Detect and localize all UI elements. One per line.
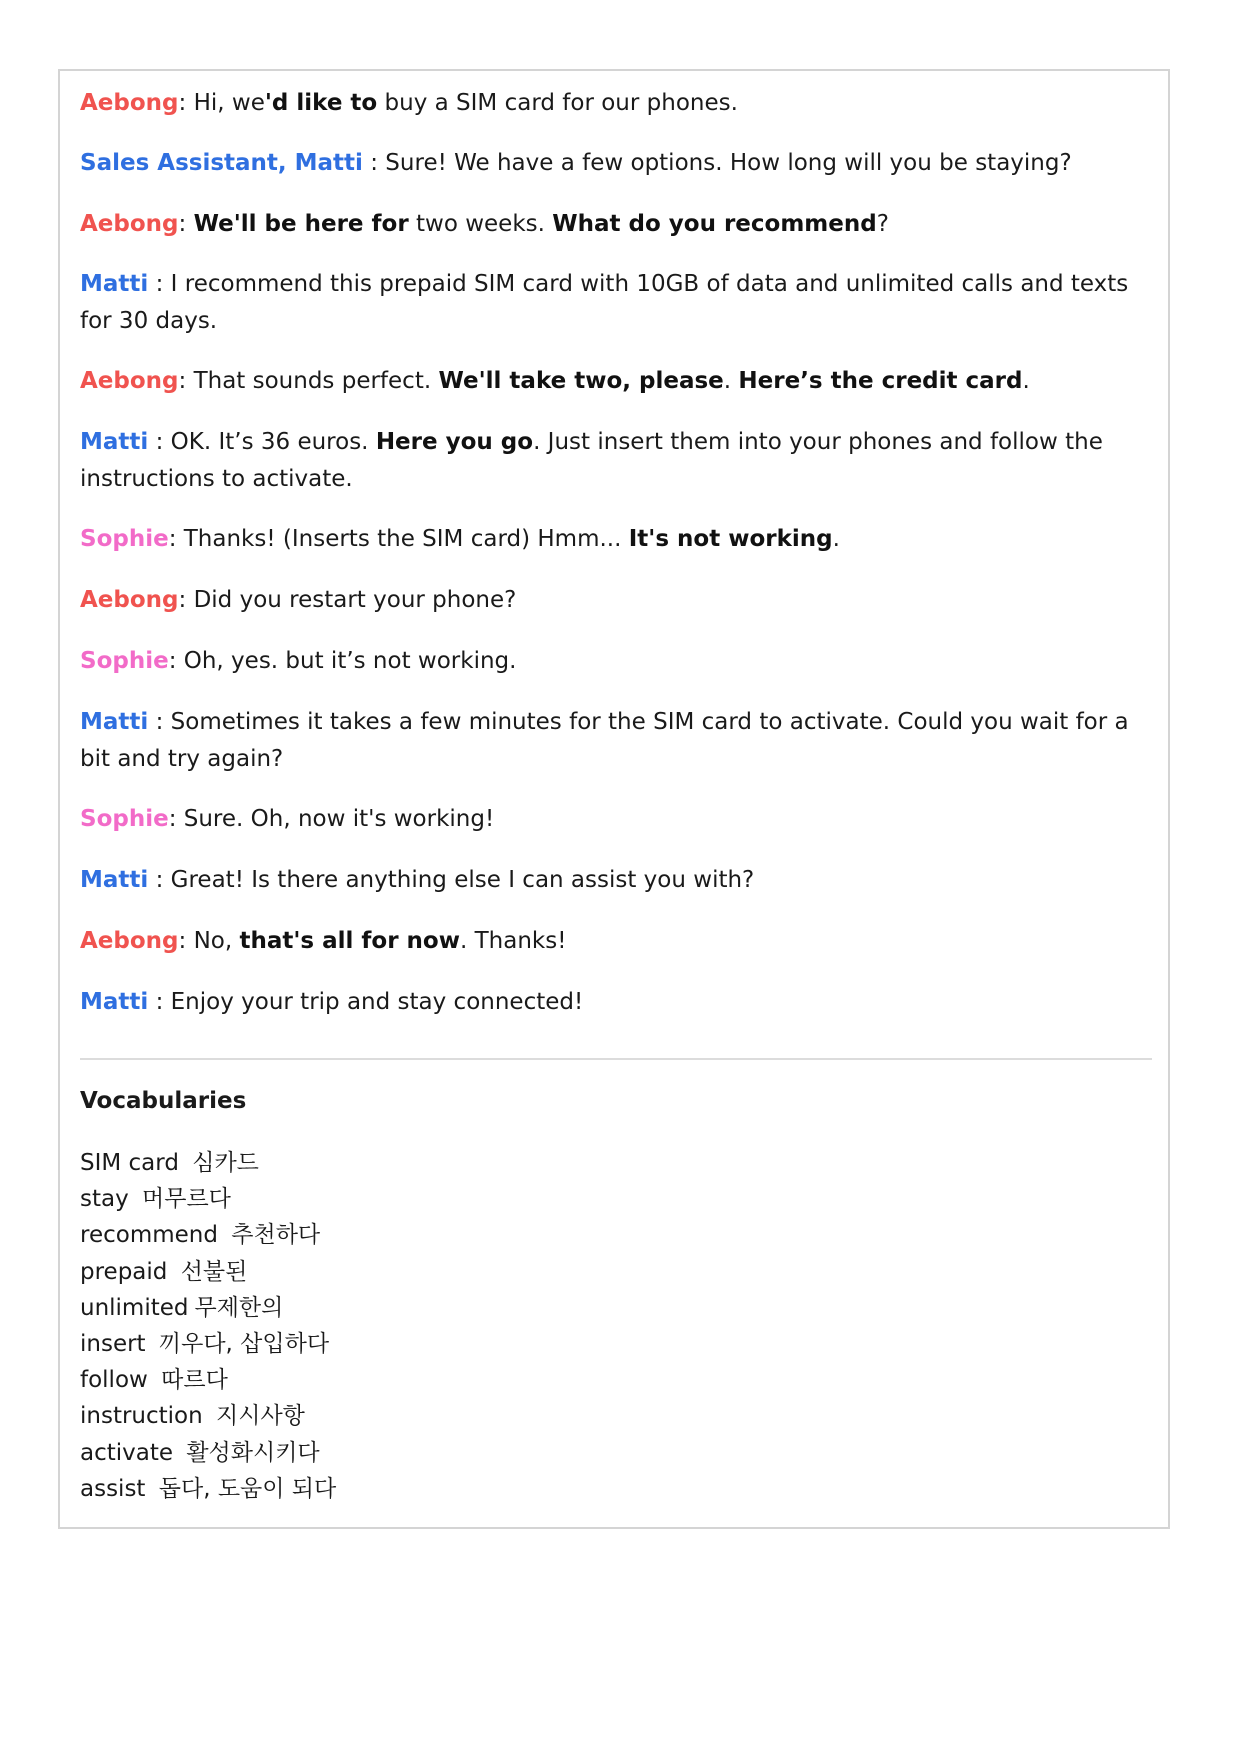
key-phrase: Here’s the credit card bbox=[738, 368, 1023, 394]
dialogue-line bbox=[80, 643, 1152, 680]
speaker-name: Sales Assistant, Matti bbox=[80, 150, 363, 176]
speaker-separator: : bbox=[148, 271, 164, 297]
vocabulary-item bbox=[80, 1435, 336, 1471]
vocabulary-word: recommend bbox=[80, 1222, 226, 1249]
vocabulary-word: activate bbox=[80, 1439, 181, 1466]
line-text: OK. It’s 36 euros. bbox=[163, 429, 376, 455]
speaker-name: Matti bbox=[80, 709, 149, 735]
vocabulary-meaning: 추천하다 bbox=[231, 1222, 321, 1249]
vocabulary-item bbox=[80, 1254, 336, 1290]
line-text: Did you restart your phone? bbox=[186, 587, 517, 613]
speaker-name: Sophie bbox=[80, 648, 169, 674]
speaker-separator: : bbox=[362, 150, 378, 176]
speaker-name: Aebong bbox=[80, 90, 179, 116]
vocabulary-meaning: 심카드 bbox=[192, 1150, 259, 1176]
vocabulary-word: SIM card bbox=[80, 1150, 187, 1176]
speaker-separator: : bbox=[148, 867, 164, 893]
key-phrase: We'll take two, please bbox=[438, 368, 724, 394]
vocabulary-word: stay bbox=[80, 1186, 137, 1213]
vocabulary-word: insert bbox=[80, 1331, 153, 1358]
speaker-name: Aebong bbox=[80, 211, 179, 237]
speaker-separator: : bbox=[148, 709, 164, 735]
vocabulary-word: prepaid bbox=[80, 1258, 175, 1285]
line-text: . bbox=[832, 526, 840, 552]
vocabulary-item bbox=[80, 1471, 336, 1507]
speaker-separator: : bbox=[178, 368, 187, 394]
vocabulary-item bbox=[80, 1362, 336, 1398]
line-text: Great! Is there anything else I can assist you with? bbox=[163, 867, 755, 893]
vocabulary-item bbox=[80, 1290, 336, 1326]
line-text: No, bbox=[186, 928, 240, 954]
vocabulary-item bbox=[80, 1181, 336, 1217]
vocabulary-item bbox=[80, 1398, 336, 1434]
vocabulary-item bbox=[80, 1326, 336, 1362]
speaker-separator: : bbox=[178, 90, 187, 116]
vocabulary-meaning: 돕다, 도움이 되다 bbox=[158, 1475, 337, 1502]
line-text: ? bbox=[876, 211, 889, 237]
line-text: I recommend this prepaid SIM card with 10GB of data and unlimited calls and texts for 30 days. bbox=[80, 271, 1129, 334]
speaker-name: Matti bbox=[80, 429, 149, 455]
vocabulary-word: follow bbox=[80, 1367, 156, 1394]
vocabulary-meaning: 선불된 bbox=[180, 1258, 248, 1285]
speaker-separator: : bbox=[148, 429, 164, 455]
dialogue-line bbox=[80, 363, 1152, 400]
vocabulary-item bbox=[80, 1145, 336, 1181]
vocabulary-word: assist bbox=[80, 1475, 153, 1502]
line-text: buy a SIM card for our phones. bbox=[377, 90, 738, 116]
vocabulary-meaning: 지시사항 bbox=[216, 1403, 305, 1430]
speaker-separator: : bbox=[178, 211, 187, 237]
speaker-name: Matti bbox=[80, 867, 149, 893]
key-phrase: Here you go bbox=[375, 429, 534, 455]
key-phrase: What do you recommend bbox=[552, 211, 877, 237]
speaker-separator: : bbox=[168, 806, 177, 832]
key-phrase: We'll be here for bbox=[193, 211, 409, 237]
line-text: . bbox=[723, 368, 739, 394]
dialogue-line bbox=[80, 521, 1152, 558]
dialogue-line bbox=[80, 984, 1152, 1021]
speaker-separator: : bbox=[178, 587, 187, 613]
dialogue-line bbox=[80, 923, 1152, 960]
speaker-separator: : bbox=[178, 928, 187, 954]
section-divider bbox=[80, 1058, 1152, 1060]
line-text bbox=[186, 211, 193, 237]
dialogue-line bbox=[80, 266, 1152, 340]
dialogue-line bbox=[80, 145, 1152, 182]
vocabulary-meaning: 머무르다 bbox=[142, 1186, 231, 1213]
dialogue-line bbox=[80, 582, 1152, 619]
dialogue-line bbox=[80, 424, 1152, 498]
line-text: That sounds perfect. bbox=[186, 368, 439, 394]
dialogue-line bbox=[80, 85, 1152, 122]
dialogue-line bbox=[80, 704, 1152, 778]
line-text: . Just insert them into your phones and follow the instructions to activate. bbox=[80, 429, 1103, 492]
speaker-name: Aebong bbox=[80, 587, 179, 613]
key-phrase: 'd like to bbox=[264, 90, 378, 116]
vocabulary-list bbox=[80, 1145, 336, 1507]
speaker-name: Sophie bbox=[80, 806, 169, 832]
speaker-name: Aebong bbox=[80, 928, 179, 954]
line-text: Enjoy your trip and stay connected! bbox=[163, 989, 584, 1015]
key-phrase: It's not working bbox=[628, 526, 833, 552]
line-text: Sometimes it takes a few minutes for the SIM card to activate. Could you wait for a bit and try again? bbox=[80, 709, 1129, 772]
line-text: Thanks! (Inserts the SIM card) Hmm... bbox=[176, 526, 629, 552]
speaker-name: Sophie bbox=[80, 526, 169, 552]
line-text: Oh, yes. but it’s not working. bbox=[176, 648, 517, 674]
speaker-separator: : bbox=[168, 526, 177, 552]
vocabulary-title: Vocabularies bbox=[80, 1088, 247, 1114]
vocabulary-word: unlimited bbox=[80, 1294, 189, 1321]
speaker-name: Matti bbox=[80, 271, 149, 297]
speaker-name: Matti bbox=[80, 989, 149, 1015]
speaker-separator: : bbox=[148, 989, 164, 1015]
vocabulary-meaning: 따르다 bbox=[161, 1367, 228, 1394]
line-text: Hi, we bbox=[186, 90, 265, 116]
vocabulary-item bbox=[80, 1217, 336, 1253]
key-phrase: that's all for now bbox=[239, 928, 460, 954]
vocabulary-meaning: 끼우다, 삽입하다 bbox=[158, 1331, 330, 1358]
dialogue-card bbox=[58, 69, 1170, 1529]
vocabulary-meaning: 무제한의 bbox=[194, 1294, 284, 1321]
dialogue-line bbox=[80, 801, 1152, 838]
vocabulary-word: instruction bbox=[80, 1403, 211, 1430]
line-text: Sure! We have a few options. How long will you be staying? bbox=[378, 150, 1072, 176]
line-text: Sure. Oh, now it's working! bbox=[176, 806, 495, 832]
speaker-name: Aebong bbox=[80, 368, 179, 394]
line-text: . bbox=[1022, 368, 1030, 394]
speaker-separator: : bbox=[168, 648, 177, 674]
dialogue-line bbox=[80, 206, 1152, 243]
line-text: two weeks. bbox=[408, 211, 553, 237]
vocabulary-meaning: 활성화시키다 bbox=[186, 1439, 320, 1466]
dialogue-line bbox=[80, 862, 1152, 899]
line-text: . Thanks! bbox=[459, 928, 567, 954]
